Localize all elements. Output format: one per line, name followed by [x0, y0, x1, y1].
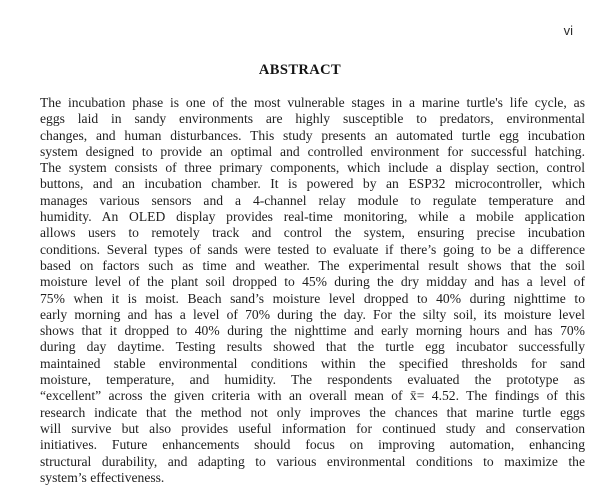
abstract-line: during day daytime. Testing results showed that the turtle egg incubator successfully — [40, 339, 585, 355]
abstract-line: allows users to remotely track and control the system, ensuring precise incubation — [40, 225, 585, 241]
abstract-line: will survive but also provides useful information for continued study and conservation — [40, 420, 585, 436]
abstract-line: The incubation phase is one of the most vulnerable stages in a marine turtle's life cycle, as — [40, 95, 585, 110]
abstract-line: moisture, temperature, and humidity. The respondents evaluated the prototype as — [40, 372, 585, 388]
abstract-line: system’s effectiveness. — [40, 469, 165, 485]
abstract-line: shows that it dropped to 40% during the nighttime and early morning hours and has 70% — [40, 323, 585, 339]
abstract-line: research indicate that the method not only improves the chances that marine turtle eggs — [40, 404, 585, 420]
abstract-line: buttons, and an incubation chamber. It is powered by an ESP32 microcontroller, which — [40, 176, 585, 192]
abstract-line: system designed to provide an optimal and controlled environment for successful hatching. — [40, 143, 585, 159]
abstract-line: early morning and has a level of 70% during the day. For the silty soil, its moisture level — [40, 306, 585, 322]
abstract-line: structural durability, and adapting to various environmental conditions to maximize the — [40, 453, 585, 469]
abstract-line: based on factors such as time and weather. The experimental result shows that the soil — [40, 257, 585, 273]
abstract-line: eggs laid in sandy environments are highly susceptible to predators, environmental — [40, 111, 585, 127]
abstract-line: 75% when it is moist. Beach sand’s moisture level dropped to 40% during nighttime to — [40, 290, 585, 306]
abstract-paragraph — [40, 95, 585, 486]
abstract-line: humidity. An OLED display provides real-time monitoring, while a mobile application — [40, 209, 585, 225]
abstract-line: initiatives. Future enhancements should focus on improving automation, enhancing — [40, 437, 585, 453]
page-number: vi — [563, 23, 573, 38]
abstract-line: maintained stable environmental conditions within the specified thresholds for sand — [40, 355, 585, 371]
abstract-heading: ABSTRACT — [258, 62, 342, 78]
abstract-line: The system consists of three primary components, which include a display section, control — [40, 160, 585, 176]
abstract-line: manages various sensors and a 4-channel relay module to regulate temperature and — [40, 192, 585, 208]
abstract-line: “excellent” across the given criteria with an overall mean of x̄= 4.52. The findings of this — [40, 388, 585, 404]
abstract-line: conditions. Several types of sands were tested to evaluate if there’s going to be a difference — [40, 241, 585, 257]
abstract-line: moisture level of the plant soil dropped to 45% during the dry midday and has a level of — [40, 274, 585, 290]
abstract-line: changes, and human disturbances. This study presents an automated turtle egg incubation — [40, 127, 585, 143]
